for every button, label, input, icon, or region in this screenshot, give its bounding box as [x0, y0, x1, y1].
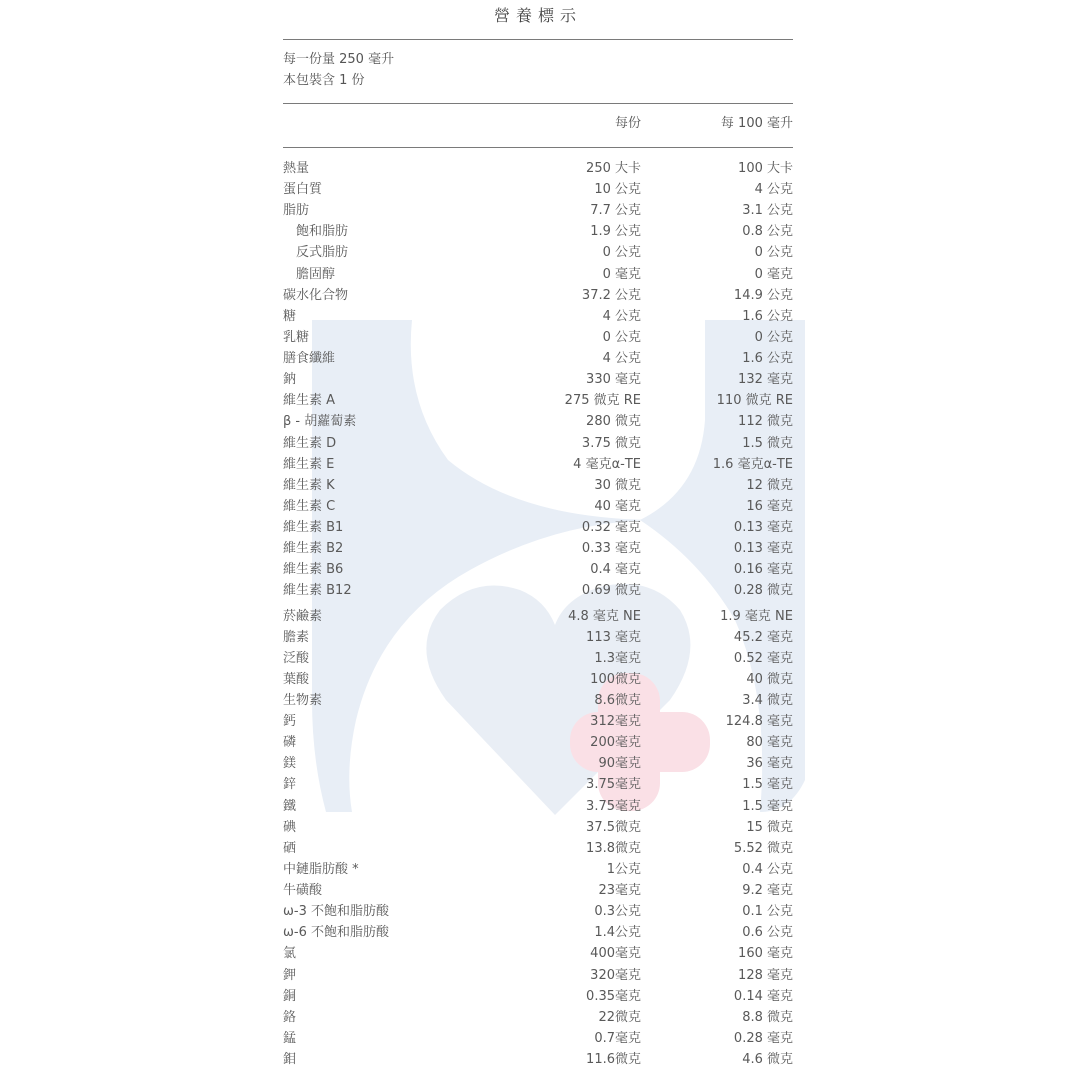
nutrient-name: 維生素 A: [283, 393, 336, 409]
value-per-100ml: 0.16 毫克: [733, 562, 793, 578]
value-per-serving: 100微克: [590, 671, 641, 687]
nutrient-row: [283, 348, 793, 369]
nutrient-name: 牛磺酸: [283, 883, 323, 899]
value-per-100ml: 160 毫克: [738, 946, 793, 962]
nutrient-row: [283, 158, 793, 179]
nutrient-row: [283, 648, 793, 669]
value-per-100ml: 0.13 毫克: [733, 520, 793, 536]
nutrient-row: [283, 1049, 793, 1070]
nutrient-name: 鈣: [283, 714, 297, 730]
nutrient-row: [283, 454, 793, 475]
nutrient-row: [283, 580, 793, 601]
nutrient-row: [283, 517, 793, 538]
value-per-100ml: 100 大卡: [738, 161, 793, 176]
nutrient-row: [283, 559, 793, 580]
value-per-100ml: 1.5 毫克: [742, 798, 793, 814]
nutrient-row: [283, 901, 793, 922]
nutrient-row: [283, 264, 793, 285]
value-per-100ml: 12 微克: [746, 477, 793, 493]
nutrient-row: [283, 1007, 793, 1028]
value-per-100ml: 15 微克: [746, 819, 793, 835]
value-per-100ml: 16 毫克: [746, 498, 793, 514]
value-per-100ml: 3.1 公克: [742, 203, 793, 219]
value-per-serving: 0.4 毫克: [590, 562, 641, 578]
nutrient-name: 反式脂肪: [296, 245, 349, 261]
value-per-100ml: 4.6 微克: [742, 1052, 793, 1068]
value-per-100ml: 0.1 公克: [742, 904, 793, 920]
value-per-100ml: 9.2 毫克: [742, 883, 793, 899]
nutrient-row: [283, 838, 793, 859]
nutrient-name: 膽素: [283, 629, 310, 645]
nutrient-row: [283, 306, 793, 327]
nutrient-row: [283, 1028, 793, 1049]
value-per-serving: 1.9 公克: [590, 224, 641, 240]
nutrient-row: [283, 627, 793, 648]
nutrient-name: 生物素: [283, 693, 323, 708]
value-per-100ml: 0.28 微克: [733, 583, 793, 599]
nutrient-row: [283, 859, 793, 880]
value-per-serving: 312毫克: [590, 714, 641, 730]
divider-header: [283, 147, 793, 148]
nutrient-name: 維生素 C: [283, 498, 336, 514]
value-per-serving: 4 毫克α-TE: [573, 456, 641, 472]
nutrient-name: 錳: [283, 1030, 297, 1046]
nutrient-name: 磷: [283, 735, 297, 751]
nutrient-row: [283, 732, 793, 753]
value-per-100ml: 132 毫克: [738, 372, 793, 388]
nutrient-name: 銅: [283, 988, 297, 1004]
nutrient-row: [283, 943, 793, 964]
value-per-100ml: 0 毫克: [754, 266, 793, 282]
value-per-serving: 7.7 公克: [590, 203, 641, 219]
value-per-100ml: 4 公克: [754, 182, 793, 198]
value-per-100ml: 0.4 公克: [742, 861, 793, 877]
value-per-100ml: 1.6 公克: [742, 308, 793, 324]
value-per-100ml: 1.6 公克: [742, 351, 793, 367]
value-per-100ml: 110 微克 RE: [716, 393, 793, 409]
value-per-100ml: 1.5 毫克: [742, 777, 793, 793]
nutrient-name: 鋅: [283, 777, 297, 793]
value-per-serving: 400毫克: [590, 946, 641, 962]
value-per-100ml: 80 毫克: [746, 735, 793, 751]
nutrient-row: [283, 753, 793, 774]
value-per-serving: 10 公克: [594, 182, 641, 198]
nutrient-name: 中鏈脂肪酸 *: [283, 861, 359, 877]
value-per-serving: 30 微克: [594, 477, 641, 493]
nutrient-name: 鐵: [283, 798, 297, 814]
value-per-serving: 0.33 毫克: [581, 541, 641, 557]
nutrient-name: 維生素 B12: [283, 583, 352, 599]
value-per-100ml: 5.52 微克: [733, 840, 793, 856]
value-per-100ml: 0.6 公克: [742, 925, 793, 941]
nutrient-name: 鉬: [283, 1052, 297, 1068]
nutrient-row: [283, 433, 793, 454]
nutrient-row: [283, 796, 793, 817]
value-per-serving: 4.8 毫克 NE: [568, 608, 641, 624]
nutrient-row: [283, 285, 793, 306]
nutrient-name: 氯: [283, 946, 297, 962]
value-per-100ml: 128 毫克: [738, 967, 793, 983]
value-per-100ml: 0 公克: [754, 329, 793, 345]
value-per-100ml: 0.52 毫克: [733, 650, 793, 666]
value-per-100ml: 36 毫克: [746, 756, 793, 772]
value-per-serving: 4 公克: [602, 351, 641, 367]
nutrient-row: [283, 200, 793, 221]
nutrient-row: [283, 711, 793, 732]
value-per-serving: 200毫克: [590, 735, 641, 751]
nutrient-row: [283, 669, 793, 690]
value-per-serving: 0 公克: [602, 329, 641, 345]
nutrient-row: [283, 965, 793, 986]
nutrient-name: 葉酸: [283, 671, 310, 687]
value-per-serving: 280 微克: [586, 414, 641, 430]
value-per-serving: 275 微克 RE: [564, 393, 641, 409]
value-per-serving: 3.75 微克: [581, 435, 641, 451]
value-per-serving: 40 毫克: [594, 498, 641, 514]
value-per-serving: 3.75毫克: [586, 777, 641, 793]
value-per-100ml: 0 公克: [754, 245, 793, 261]
value-per-serving: 3.75毫克: [586, 798, 641, 814]
nutrient-name: 維生素 B1: [283, 520, 344, 536]
nutrient-name: 碘: [283, 819, 297, 835]
nutrient-name: ω-6 不飽和脂肪酸: [283, 925, 389, 941]
value-per-100ml: 1.9 毫克 NE: [720, 608, 793, 624]
value-per-100ml: 14.9 公克: [733, 287, 793, 303]
nutrient-name: 蛋白質: [283, 182, 323, 198]
value-per-serving: 0.32 毫克: [581, 520, 641, 536]
divider-top: [283, 39, 793, 40]
value-per-100ml: 1.6 毫克α-TE: [712, 456, 793, 472]
value-per-100ml: 112 微克: [738, 414, 793, 430]
nutrient-row: [283, 221, 793, 242]
nutrient-row: [283, 242, 793, 263]
value-per-100ml: 0.13 毫克: [733, 541, 793, 557]
nutrient-name: 維生素 D: [283, 435, 337, 451]
value-per-serving: 4 公克: [602, 308, 641, 324]
nutrient-name: 乳糖: [283, 329, 310, 345]
nutrient-name: β - 胡蘿蔔素: [283, 414, 357, 430]
value-per-serving: 13.8微克: [586, 840, 641, 856]
value-per-100ml: 45.2 毫克: [733, 629, 793, 645]
value-per-100ml: 3.4 微克: [742, 693, 793, 708]
value-per-serving: 250 大卡: [586, 161, 641, 176]
column-header-per-100ml: 每 100 毫升: [720, 116, 793, 131]
column-header-per-serving: 每份: [614, 116, 641, 131]
value-per-serving: 113 毫克: [586, 629, 641, 645]
nutrient-row: [283, 690, 793, 711]
nutrient-name: 鉻: [283, 1009, 297, 1025]
nutrient-name: 維生素 K: [283, 477, 335, 493]
nutrient-name: 碳水化合物: [283, 287, 349, 303]
nutrient-row: [283, 538, 793, 559]
nutrient-row: [283, 369, 793, 390]
value-per-serving: 37.2 公克: [581, 287, 641, 303]
nutrient-row: [283, 475, 793, 496]
nutrient-name: 飽和脂肪: [296, 224, 349, 240]
nutrient-row: [283, 496, 793, 517]
nutrient-name: 鈉: [283, 372, 297, 388]
nutrient-name: 菸鹼素: [283, 608, 323, 624]
serving-size: 每一份量 250 毫升: [283, 52, 395, 67]
value-per-100ml: 124.8 毫克: [725, 714, 793, 730]
nutrient-name: 熱量: [283, 161, 310, 176]
nutrient-name: 泛酸: [283, 650, 310, 666]
value-per-serving: 330 毫克: [586, 372, 641, 388]
value-per-serving: 0.7毫克: [594, 1030, 641, 1046]
value-per-serving: 1.3毫克: [594, 650, 641, 666]
value-per-100ml: 0.14 毫克: [733, 988, 793, 1004]
nutrient-name: ω-3 不飽和脂肪酸: [283, 904, 389, 920]
servings-per-pack: 本包裝含 1 份: [283, 73, 365, 88]
nutrient-name: 糖: [283, 308, 297, 324]
divider-serving: [283, 103, 793, 104]
nutrient-name: 脂肪: [283, 203, 310, 219]
nutrient-name: 鎂: [283, 756, 297, 772]
nutrient-name: 膳食纖維: [283, 351, 336, 367]
value-per-100ml: 0.8 公克: [742, 224, 793, 240]
value-per-serving: 1公克: [606, 861, 641, 877]
value-per-100ml: 1.5 微克: [742, 435, 793, 451]
nutrient-name: 膽固醇: [296, 266, 336, 282]
nutrient-row: [283, 411, 793, 432]
value-per-serving: 0.35毫克: [586, 988, 641, 1004]
value-per-serving: 0.69 微克: [581, 583, 641, 599]
value-per-serving: 0 毫克: [602, 266, 641, 282]
nutrient-name: 維生素 E: [283, 456, 335, 472]
nutrient-name: 硒: [283, 840, 297, 856]
value-per-serving: 320毫克: [590, 967, 641, 983]
nutrient-row: [283, 986, 793, 1007]
nutrient-row: [283, 390, 793, 411]
value-per-100ml: 8.8 微克: [742, 1009, 793, 1025]
nutrient-row: [283, 880, 793, 901]
nutrient-row: [283, 179, 793, 200]
nutrient-name: 維生素 B6: [283, 562, 344, 578]
nutrient-row: [283, 922, 793, 943]
value-per-serving: 22微克: [598, 1009, 641, 1025]
nutrient-row: [283, 606, 793, 627]
nutrient-row: [283, 327, 793, 348]
nutrient-row: [283, 817, 793, 838]
value-per-serving: 90毫克: [598, 756, 641, 772]
nutrient-name: 維生素 B2: [283, 541, 344, 557]
value-per-serving: 11.6微克: [586, 1052, 641, 1068]
value-per-serving: 23毫克: [598, 883, 641, 899]
label-title: 營養標示: [493, 6, 582, 25]
value-per-serving: 37.5微克: [586, 819, 641, 835]
value-per-100ml: 0.28 毫克: [733, 1030, 793, 1046]
value-per-serving: 0 公克: [602, 245, 641, 261]
value-per-serving: 8.6微克: [594, 693, 641, 708]
value-per-serving: 0.3公克: [594, 904, 641, 920]
value-per-100ml: 40 微克: [746, 671, 793, 687]
value-per-serving: 1.4公克: [594, 925, 641, 941]
nutrient-name: 鉀: [283, 967, 297, 983]
nutrient-row: [283, 774, 793, 795]
